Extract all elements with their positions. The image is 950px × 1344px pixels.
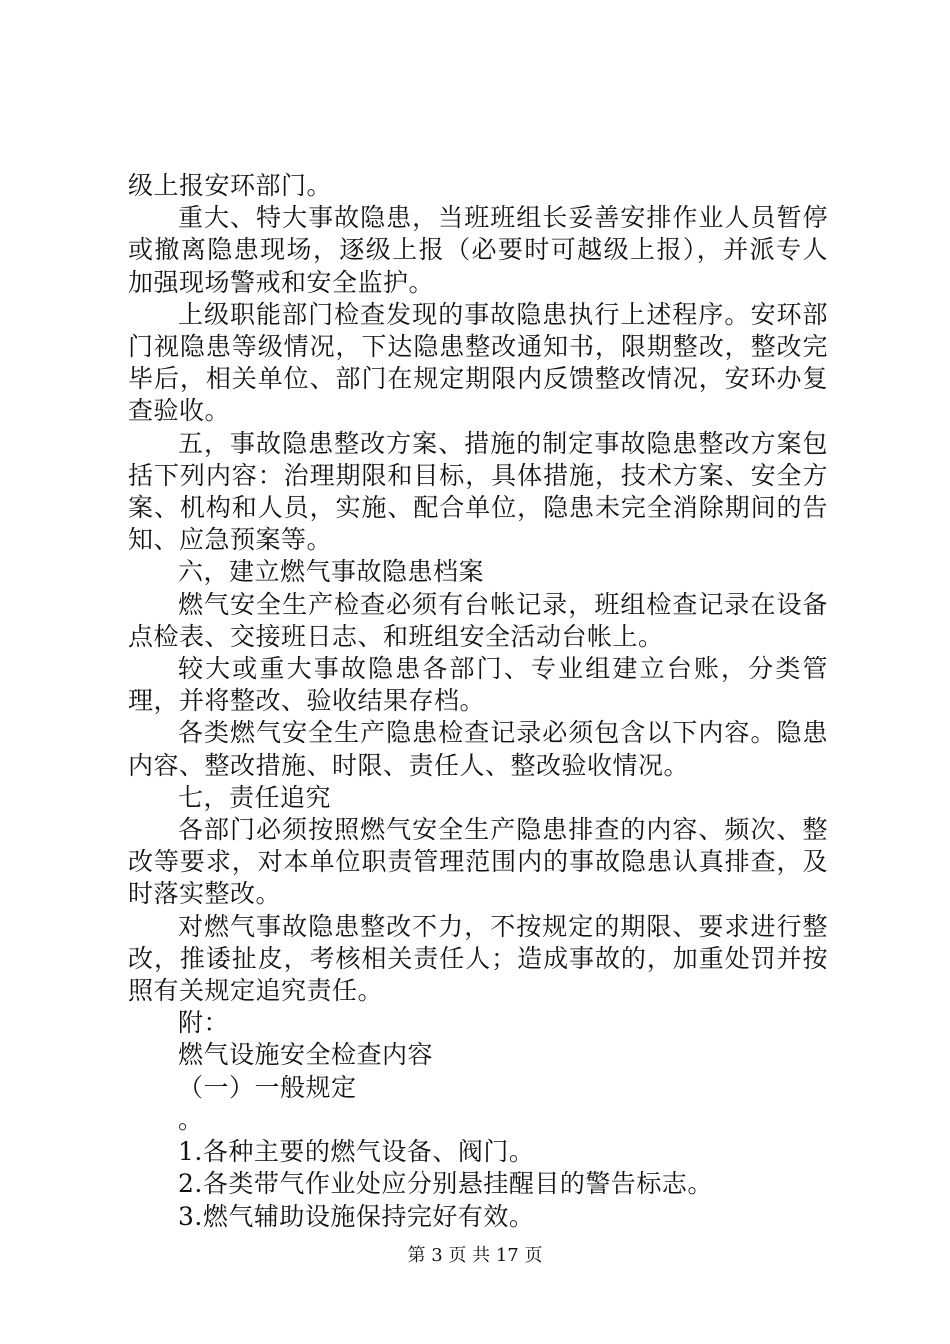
appendix-label: 附： xyxy=(178,1008,230,1038)
page-number-footer: 第 3 页 共 17 页 xyxy=(407,1245,543,1266)
list-item: 1.各种主要的燃气设备、阀门。 xyxy=(178,1137,535,1167)
list-item: 3.燃气辅助设施保持完好有效。 xyxy=(178,1201,535,1231)
paragraph: 上级职能部门检查发现的事故隐患执行上述程序。安环部门视隐患等级情况，下达隐患整改通知书，限期整改，整改完毕后，相关单位、部门在规定期限内反馈整改情况，安环办复查验收。 xyxy=(128,299,828,426)
paragraph: 对燃气事故隐患整改不力，不按规定的期限、要求进行整改，推诿扯皮，考核相关责任人；造成事故的，加重处罚并按照有关规定追究责任。 xyxy=(128,911,828,1006)
list-item: 2.各类带气作业处应分别悬挂醒目的警告标志。 xyxy=(178,1169,713,1199)
appendix-title: 燃气设施安全检查内容 xyxy=(178,1040,434,1070)
document-body xyxy=(128,170,828,1233)
paragraph: 各部门必须按照燃气安全生产隐患排查的内容、频次、整改等要求，对本单位职责管理范围内的事故隐患认真排查，及时落实整改。 xyxy=(128,815,828,909)
subsection-heading: （一）一般规定 xyxy=(178,1072,357,1102)
paragraph: 各类燃气安全生产隐患检查记录必须包含以下内容。隐患内容、整改措施、时限、责任人、整改验收情况。 xyxy=(128,718,828,780)
paragraph: 燃气安全生产检查必须有台帐记录，班组检查记录在设备点检表、交接班日志、和班组安全活动台帐上。 xyxy=(128,589,828,651)
section-heading: 七，责任追究 xyxy=(178,782,332,812)
paragraph: 。 xyxy=(178,1104,204,1134)
paragraph: 重大、特大事故隐患，当班班组长妥善安排作业人员暂停或撤离隐患现场，逐级上报（必要时可越级上报），并派专人加强现场警戒和安全监护。 xyxy=(128,203,828,297)
section-heading: 六，建立燃气事故隐患档案 xyxy=(178,557,485,587)
paragraph: 较大或重大事故隐患各部门、专业组建立台账，分类管理，并将整改、验收结果存档。 xyxy=(128,654,828,716)
paragraph: 级上报安环部门。 xyxy=(128,171,333,200)
paragraph: 五，事故隐患整改方案、措施的制定事故隐患整改方案包括下列内容：治理期限和目标，具体措施，技术方案、安全方案、机构和人员，实施、配合单位，隐患未完全消除期间的告知、应急预案等。 xyxy=(128,428,828,555)
